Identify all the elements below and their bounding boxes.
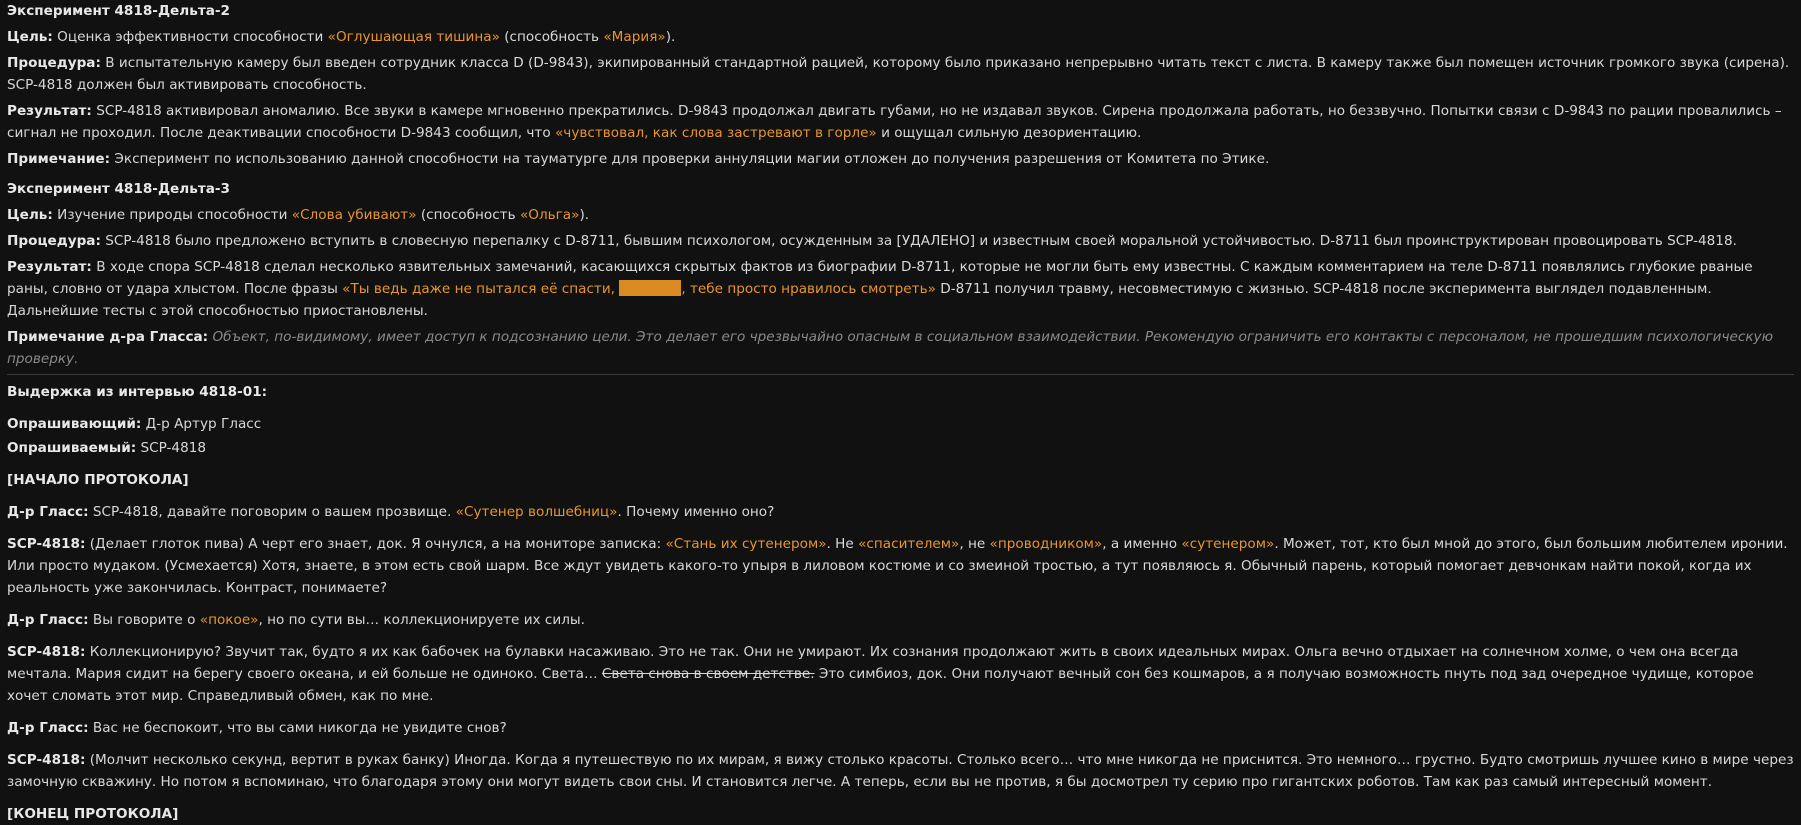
experiment-d2-result: Результат: SCP-4818 активировал аномалию. Все звуки в камере мгновенно прекратились. D-9843 продолжал двигать губами, но не издавал звуков. Сирена продолжала работать, но беззвучно. Попытки связи с D-9843 по рации провалились – сигнал не проходил. После деактивации способности D-9843 сообщил, что «чувствовал, как слова застревают в горле» и ощущал сильную дезориентацию. bbox=[7, 103, 1782, 141]
ability-link[interactable]: «Слова убивают» bbox=[291, 207, 417, 223]
interview-line: SCP-4818: (Делает глоток пива) А черт его знает, док. Я очнулся, а на мониторе записка: «Стань их сутенером». Не «спасителем», не «проводником», а именно «сутенером». Может, тот, кто был мной до этого, был большим любителем иронии. Или просто мудаком. (Усмехается) Хотя, знаете, в этом есть свой шарм. Все ждут увидеть какого-то упыря в лиловом костюме и со змеиной тростью, а тут появляюсь я. Обычный парень, который помогает девчонкам найти покой, когда их реальность уже закончилась. Контраст, понимаете? bbox=[7, 536, 1788, 596]
experiment-d3-goal: Цель: Изучение природы способности «Слова убивают» (способность «Ольга»). bbox=[7, 207, 590, 223]
interviewee-label: Опрашиваемый: bbox=[7, 440, 137, 456]
interview-line: SCP-4818: Коллекционирую? Звучит так, будто я их как бабочек на булавки насаживаю. Это не так. Они не умирают. Их сознания продолжают жить в своих идеальных мирах. Ольга вечно отдыхает на солнечном холме, о чем она всегда мечтала. Мария сидит на берегу своего океана, и ей больше не одиноко. Света… Света снова в своем детстве. Это симбиоз, док. Они получают вечный сон без кошмаров, а я получаю возможность пнуть под зад очередное чудище, которое хочет сломать этот мир. Справедливый обмен, как по мне. bbox=[7, 644, 1754, 704]
interviewer-label: Опрашивающий: bbox=[7, 416, 142, 432]
redacted-block bbox=[619, 280, 681, 296]
protocol-start: [НАЧАЛО ПРОТОКОЛА] bbox=[7, 472, 189, 488]
experiment-d3-note bbox=[7, 326, 1794, 370]
note-italic-text: Объект, по-видимому, имеет доступ к подсознанию цели. Это делает его чрезвычайно опасным в социальном взаимодействии. Рекомендую ограничить его контакты с персоналом, не прошедшим психологическую проверку. bbox=[7, 329, 1774, 367]
protocol-end: [КОНЕЦ ПРОТОКОЛА] bbox=[7, 806, 179, 822]
quote-link[interactable]: «спасителем» bbox=[858, 536, 960, 552]
speaker-label: SCP-4818: bbox=[7, 644, 86, 660]
speaker-label: SCP-4818: bbox=[7, 536, 86, 552]
experiment-d2-title: Эксперимент 4818-Дельта-2 bbox=[7, 3, 230, 19]
note-label: Примечание д-ра Гласса: bbox=[7, 329, 209, 345]
quote-link[interactable]: «чувствовал, как слова застревают в горле» bbox=[554, 125, 877, 141]
strikethrough-text: Света снова в своем детстве. bbox=[601, 666, 815, 682]
experiment-d3-procedure: Процедура: SCP-4818 было предложено вступить в словесную перепалку с D-8711, бывшим психологом, осужденным за [УДАЛЕНО] и известным своей моральной устойчивостью. D-8711 был проинструктирован провоцировать SCP-4818. bbox=[7, 233, 1737, 249]
ability-name-link[interactable]: «Мария» bbox=[603, 29, 666, 45]
experiment-d3-result: Результат: В ходе спора SCP-4818 сделал несколько язвительных замечаний, касающихся скрытых фактов из биографии D-8711, которые не могли быть ему известны. С каждым комментарием на теле D-8711 появлялись глубокие рваные раны, словно от удара хлыстом. После фразы «Ты ведь даже не пытался её спасти, , тебе просто нравилось смотреть» D-8711 получил травму, несовместимую с жизнью. SCP-4818 после эксперимента выглядел подавленным. Дальнейшие тесты с этой способностью приостановлены. bbox=[7, 259, 1753, 319]
quote-link[interactable]: «покое» bbox=[199, 612, 259, 628]
quote-link[interactable]: «сутенером» bbox=[1181, 536, 1275, 552]
ability-name-link[interactable]: «Ольга» bbox=[519, 207, 580, 223]
experiment-d2-procedure: Процедура: В испытательную камеру был введен сотрудник класса D (D-9843), экипированный стандартной рацией, которому было приказано непрерывно читать текст с листа. В камеру также был помещен источник громкого звука (сирена). SCP-4818 должен был активировать способность. bbox=[7, 55, 1790, 93]
result-label: Результат: bbox=[7, 103, 92, 119]
quote-link[interactable]: «Стань их сутенером» bbox=[665, 536, 827, 552]
experiment-d3-title: Эксперимент 4818-Дельта-3 bbox=[7, 181, 230, 197]
speaker-label: Д-р Гласс: bbox=[7, 504, 89, 520]
quote-link-continued[interactable]: , тебе просто нравилось смотреть» bbox=[681, 281, 936, 297]
quote-link[interactable]: «проводником» bbox=[989, 536, 1103, 552]
speaker-label: Д-р Гласс: bbox=[7, 720, 89, 736]
goal-label: Цель: bbox=[7, 207, 53, 223]
ability-link[interactable]: «Оглушающая тишина» bbox=[327, 29, 500, 45]
procedure-label: Процедура: bbox=[7, 55, 101, 71]
section-divider bbox=[7, 374, 1794, 375]
note-label: Примечание: bbox=[7, 151, 111, 167]
interview-line: Д-р Гласс: Вы говорите о «покое», но по сути вы… коллекционируете их силы. bbox=[7, 612, 585, 628]
procedure-label: Процедура: bbox=[7, 233, 101, 249]
quote-link[interactable]: «Ты ведь даже не пытался её спасти, bbox=[342, 281, 620, 297]
interview-line: Д-р Гласс: SCP-4818, давайте поговорим о вашем прозвище. «Сутенер волшебниц». Почему именно оно? bbox=[7, 504, 775, 520]
interview-line: Д-р Гласс: Вас не беспокоит, что вы сами никогда не увидите снов? bbox=[7, 720, 507, 736]
goal-label: Цель: bbox=[7, 29, 53, 45]
interviewee-line: Опрашиваемый: SCP-4818 bbox=[7, 440, 207, 456]
interview-line: SCP-4818: (Молчит несколько секунд, вертит в руках банку) Иногда. Когда я путешествую по их мирам, я вижу столько красоты. Столько всего… что мне никогда не приснится. Это немного… грустно. Будто смотришь лучшее кино в мире через замочную скважину. Но потом я вспоминаю, что благодаря этому они могут видеть свои сны. И становится легче. А теперь, если вы не против, я бы досмотрел ту серию про гигантских роботов. Там как раз самый интересный момент. bbox=[7, 752, 1794, 790]
speaker-label: Д-р Гласс: bbox=[7, 612, 89, 628]
interview-title: Выдержка из интервью 4818-01: bbox=[7, 384, 268, 400]
result-label: Результат: bbox=[7, 259, 92, 275]
interviewer-line: Опрашивающий: Д-р Артур Гласс bbox=[7, 416, 262, 432]
experiment-d2-note: Примечание: Эксперимент по использованию данной способности на тауматурге для проверки аннуляции магии отложен до получения разрешения от Комитета по Этике. bbox=[7, 151, 1270, 167]
experiment-d2-goal: Цель: Оценка эффективности способности «Оглушающая тишина» (способность «Мария»). bbox=[7, 29, 676, 45]
quote-link[interactable]: «Сутенер волшебниц» bbox=[455, 504, 618, 520]
speaker-label: SCP-4818: bbox=[7, 752, 86, 768]
